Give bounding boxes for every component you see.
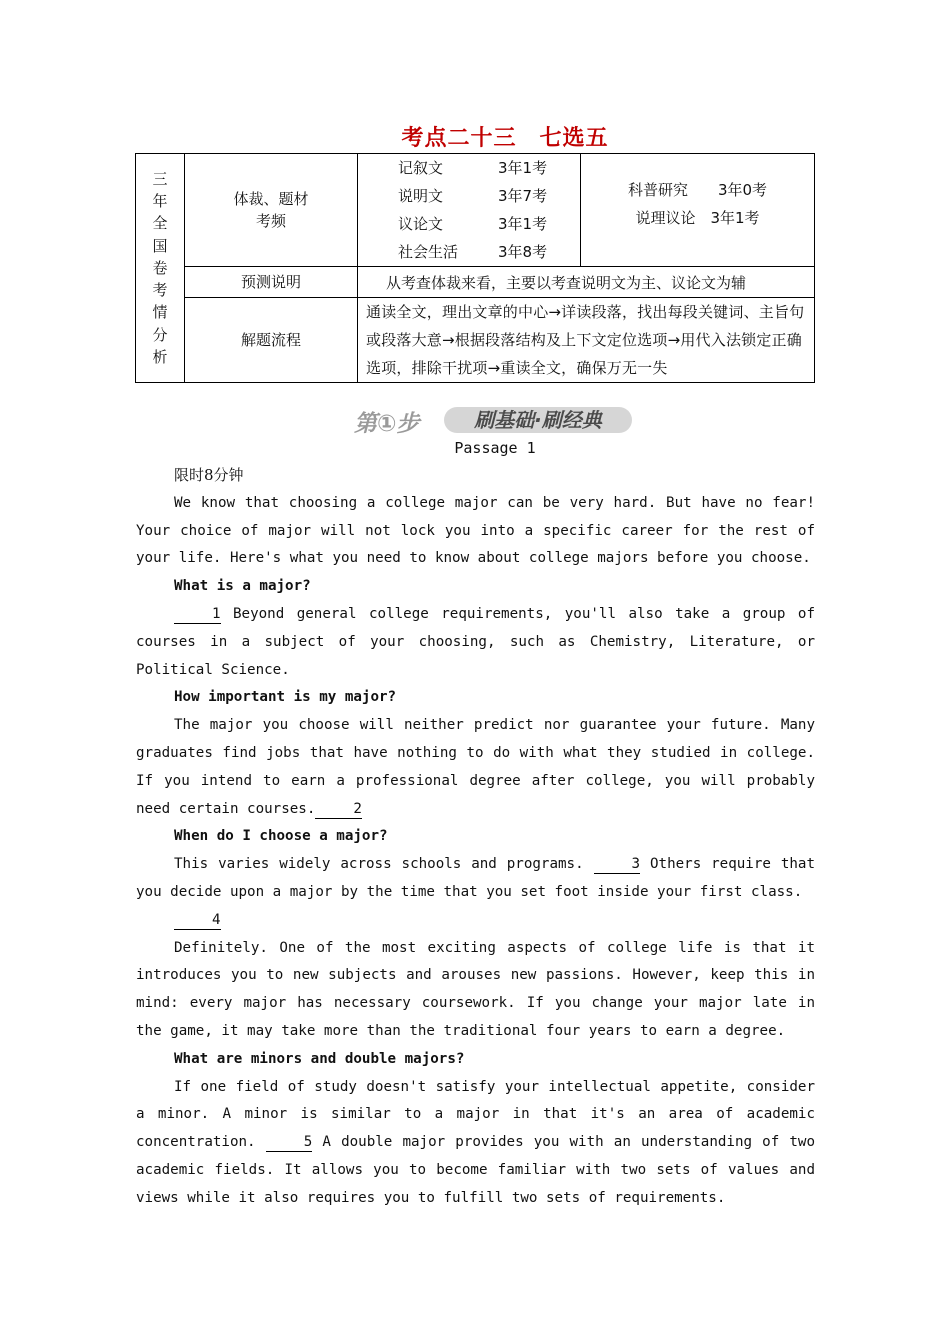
genre-left-cell — [358, 154, 581, 267]
genre-name: 议论文 — [398, 215, 444, 233]
section-heading: How important is my major? — [174, 689, 397, 706]
vertical-char: 卷 — [152, 258, 168, 277]
vertical-label-cell — [136, 154, 185, 383]
answer-blank[interactable]: 5 — [266, 1133, 313, 1152]
answer-blank[interactable]: 2 — [315, 800, 362, 819]
answer-blank[interactable]: 1 — [174, 605, 221, 624]
passage-body — [136, 462, 815, 1213]
genre-row — [358, 182, 580, 210]
vertical-char: 分 — [152, 325, 168, 344]
genre-freq: 3年1考 — [498, 159, 548, 177]
vertical-char: 情 — [152, 303, 168, 322]
paragraph-text: This varies widely across schools and programs. — [174, 856, 594, 873]
genre-label-line: 考频 — [255, 212, 286, 230]
genre-row — [358, 154, 580, 182]
predict-text-cell: 从考查体裁来看，主要以考查说明文为主、议论文为辅 — [358, 267, 815, 298]
paragraph: Definitely. One of the most exciting aspects of college life is that it introduces you to new subjects and arouses new passions. However, keep this in mind: every major has necessary coursework. If you change your major late in the game, it may take more than the traditional four years to earn a degree. — [136, 939, 815, 1039]
answer-blank[interactable]: 3 — [594, 855, 641, 874]
genre-row — [581, 204, 814, 232]
genre-name: 说理议论 — [635, 209, 696, 227]
vertical-char: 析 — [152, 348, 168, 367]
genre-freq: 3年1考 — [710, 209, 760, 227]
flow-text-cell: 通读全文，理出文章的中心→详读段落，找出每段关键词、主旨句或段落大意→根据段落结构及上下文定位选项→用代入法锁定正确选项，排除干扰项→重读全文，确保万无一失 — [358, 298, 815, 383]
intro-paragraph: We know that choosing a college major can be very hard. But have no fear! Your choice of major will not lock you into a specific career for the rest of your life. Here's what you need to know about college majors before you choose. — [136, 494, 815, 567]
paragraph-text: Beyond general college requirements, you'll also take a group of courses in a subject of your choosing, such as Chemistry, Literature, or Political Science. — [136, 605, 815, 678]
genre-name: 社会生活 — [398, 243, 459, 261]
genre-row — [358, 210, 580, 238]
genre-label-cell — [185, 154, 358, 267]
genre-name: 说明文 — [398, 187, 444, 205]
passage-title: Passage 1 — [454, 439, 536, 457]
answer-blank[interactable]: 4 — [174, 911, 221, 930]
genre-freq: 3年0考 — [717, 181, 768, 199]
step-subtitle: 刷基础·刷经典 — [474, 408, 602, 432]
exam-analysis-table — [135, 153, 815, 383]
step-banner — [352, 405, 642, 435]
genre-freq: 3年8考 — [498, 243, 548, 261]
section-heading: What is a major? — [174, 578, 311, 595]
vertical-char: 国 — [152, 236, 168, 255]
paragraph — [136, 601, 815, 684]
paragraph — [136, 1074, 815, 1213]
paragraph-text: The major you choose will neither predict nor guarantee your future. Many graduates find jobs that have nothing to do with what they studied in college. If you intend to earn a professional degree after college, you will probably need certain courses. — [136, 717, 815, 817]
section-heading: What are minors and double majors? — [174, 1050, 465, 1067]
vertical-char: 考 — [152, 281, 168, 300]
genre-row — [581, 176, 814, 204]
flow-label-cell: 解题流程 — [185, 298, 358, 383]
predict-label-cell: 预测说明 — [185, 267, 358, 298]
section-heading: When do I choose a major? — [174, 828, 388, 845]
genre-right-cell — [581, 154, 815, 267]
paragraph — [136, 907, 815, 935]
page-title: 考点二十三 七选五 — [401, 125, 609, 151]
genre-row — [358, 238, 580, 266]
genre-name: 科普研究 — [627, 181, 688, 199]
vertical-char: 三 — [152, 169, 168, 188]
paragraph — [136, 851, 815, 907]
step-label: 第①步 — [354, 411, 420, 437]
vertical-char: 全 — [152, 214, 168, 233]
genre-freq: 3年7考 — [498, 187, 548, 205]
paragraph-text: A double major provides you with an understanding of two academic fields. It allows you to become familiar with two sets of values and views while it also requires you to fulfill two sets of requirements. — [136, 1134, 816, 1206]
paragraph-text: Others require that you decide upon a major by the time that you set foot inside your first class. — [136, 856, 815, 900]
paragraph-text: If one field of study doesn't satisfy your intellectual appetite, consider a minor. A minor is similar to a major in that it's an area of academic concentration. — [136, 1078, 815, 1151]
genre-freq: 3年1考 — [498, 215, 548, 233]
genre-label-line: 体裁、题材 — [233, 190, 309, 208]
paragraph — [136, 712, 815, 823]
time-limit: 限时8分钟 — [174, 466, 244, 484]
genre-name: 记叙文 — [398, 159, 444, 177]
vertical-char: 年 — [152, 191, 168, 210]
